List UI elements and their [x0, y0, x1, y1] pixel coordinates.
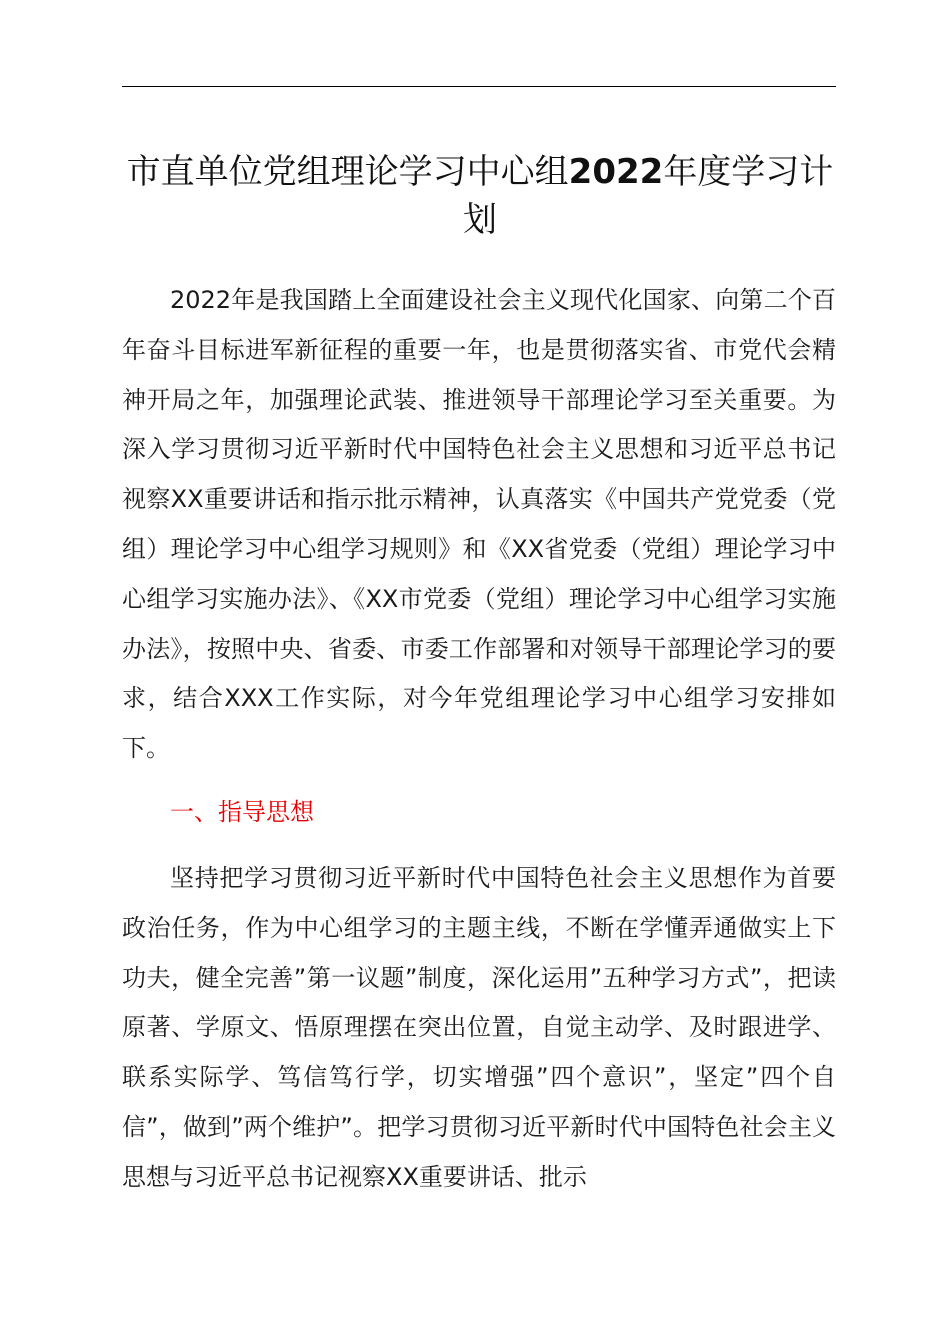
title-year: 2022 — [568, 152, 664, 192]
document-title — [110, 148, 850, 244]
title-part-2: 年度学习计划 — [463, 152, 834, 240]
guiding-ideology-paragraph: 坚持把学习贯彻习近平新时代中国特色社会主义思想作为首要政治任务，作为中心组学习的主题主线，不断在学懂弄通做实上下功夫，健全完善”第一议题”制度，深化运用”五种学习方式”，把读原著、学原文、悟原理摆在突出位置，自觉主动学、及时跟进学、联系实际学、笃信笃行学，切实增强”四个意识”，坚定”四个自信”，做到”两个维护”。把学习贯彻习近平新时代中国特色社会主义思想与习近平总书记视察XX重要讲话、批示 — [122, 864, 836, 1191]
intro-paragraph: 2022年是我国踏上全面建设社会主义现代化国家、向第二个百年奋斗目标进军新征程的重要一年，也是贯彻落实省、市党代会精神开局之年，加强理论武装、推进领导干部理论学习至关重要。为深入学习贯彻习近平新时代中国特色社会主义思想和习近平总书记视察XX重要讲话和指示批示精神，认真落实《中国共产党党委（党组）理论学习中心组学习规则》和《XX省党委（党组）理论学习中心组学习实施办法》、《XX市党委（党组）理论学习中心组学习实施办法》，按照中央、省委、市委工作部署和对领导干部理论学习的要求，结合XXX工作实际，对今年党组理论学习中心组学习安排如下。 — [122, 286, 836, 763]
header-rule — [122, 86, 836, 87]
title-part-1: 市直单位党组理论学习中心组 — [126, 152, 569, 192]
section-heading-guiding-ideology: 一、指导思想 — [170, 798, 314, 826]
